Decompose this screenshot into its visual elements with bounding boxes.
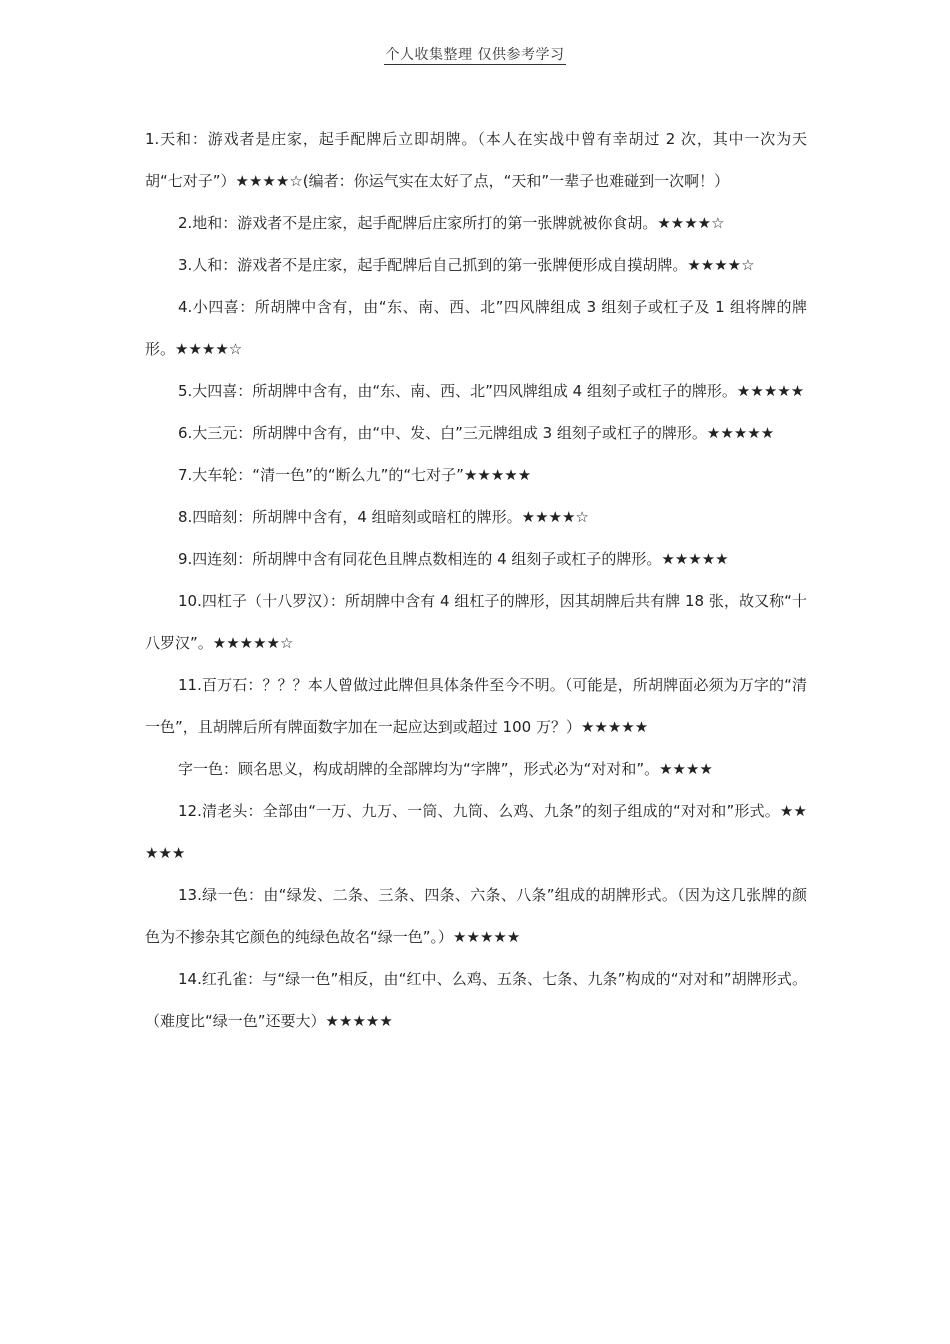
paragraph-lvyise: 13.绿一色：由“绿发、二条、三条、四条、六条、八条”组成的胡牌形式。（因为这几张牌的颜色为不掺杂其它颜色的纯绿色故名“绿一色”。）★★★★★ [145, 886, 807, 946]
page-header [0, 44, 950, 64]
paragraph-qinglaotou: 12.清老头：全部由“一万、九万、一筒、九筒、么鸡、九条”的刻子组成的“对对和”形式。★★★★★ [145, 802, 807, 862]
paragraph-hongkongque: 14.红孔雀：与“绿一色”相反，由“红中、么鸡、五条、七条、九条”构成的“对对和”胡牌形式。（难度比“绿一色”还要大）★★★★★ [145, 970, 807, 1030]
paragraph-dachelun: 7.大车轮：“清一色”的“断么九”的“七对子”★★★★★ [178, 466, 532, 484]
paragraph-dasixi: 5.大四喜：所胡牌中含有，由“东、南、西、北”四风牌组成 4 组刻子或杠子的牌形。★★★★★ [178, 382, 805, 400]
paragraph-ziyise: 字一色：顾名思义，构成胡牌的全部牌均为“字牌”，形式必为“对对和”。★★★★ [178, 760, 713, 778]
paragraph-dihe: 2.地和：游戏者不是庄家，起手配牌后庄家所打的第一张牌就被你食胡。★★★★☆ [178, 214, 725, 232]
document-body [145, 118, 807, 1042]
paragraph-baiwanshi: 11.百万石：？？？本人曾做过此牌但具体条件至今不明。（可能是，所胡牌面必须为万字的“清一色”，且胡牌后所有牌面数字加在一起应达到或超过 100 万？）★★★★★ [145, 676, 807, 736]
paragraph-dasanyuan: 6.大三元：所胡牌中含有，由“中、发、白”三元牌组成 3 组刻子或杠子的牌形。★★★★★ [178, 424, 775, 442]
paragraph-sigangzi: 10.四杠子（十八罗汉）：所胡牌中含有 4 组杠子的牌形，因其胡牌后共有牌 18 张，故又称“十八罗汉”。★★★★★☆ [145, 592, 807, 652]
paragraph-renhe: 3.人和：游戏者不是庄家，起手配牌后自己抓到的第一张牌便形成自摸胡牌。★★★★☆ [178, 256, 755, 274]
paragraph-sianke: 8.四暗刻：所胡牌中含有，4 组暗刻或暗杠的牌形。★★★★☆ [178, 508, 589, 526]
paragraph-tianhe: 1.天和：游戏者是庄家，起手配牌后立即胡牌。（本人在实战中曾有幸胡过 2 次，其中一次为天胡“七对子”）★★★★☆(编者：你运气实在太好了点，“天和”一辈子也难碰到一次啊！） [145, 130, 807, 190]
header-text: 个人收集整理 仅供参考学习 [385, 47, 565, 63]
paragraph-xiaosixi: 4.小四喜：所胡牌中含有，由“东、南、西、北”四风牌组成 3 组刻子或杠子及 1 组将牌的牌形。★★★★☆ [145, 298, 807, 358]
paragraph-silianke: 9.四连刻：所胡牌中含有同花色且牌点数相连的 4 组刻子或杠子的牌形。★★★★★ [178, 550, 729, 568]
